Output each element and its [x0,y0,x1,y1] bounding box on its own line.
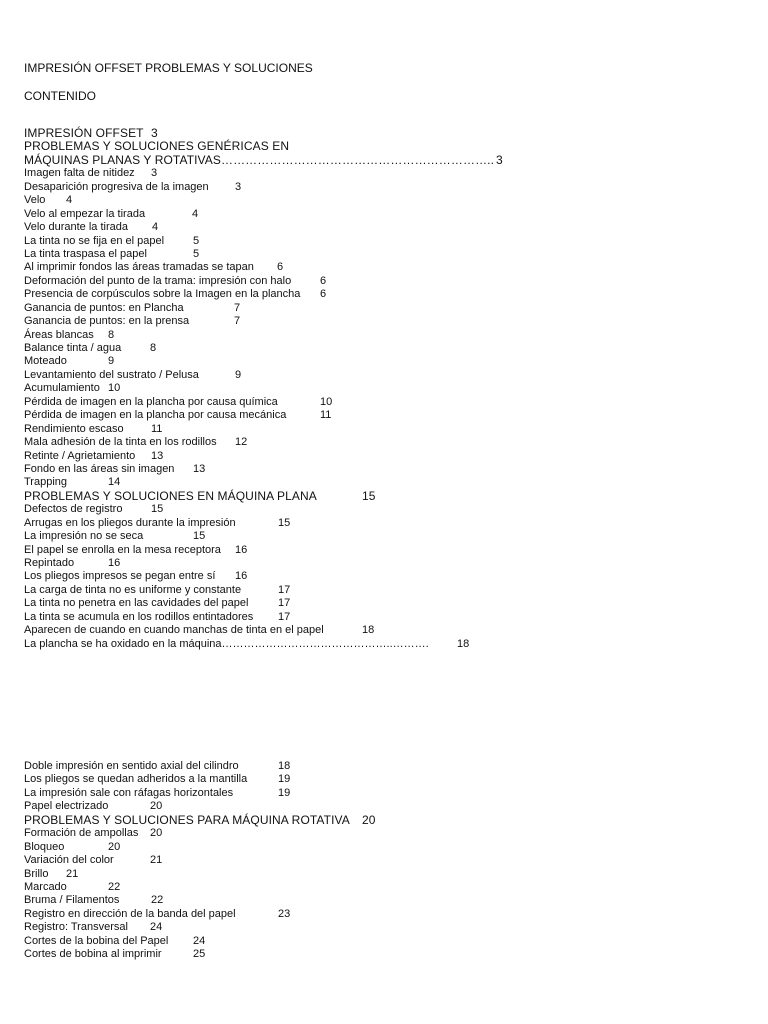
toc-entry [24,436,744,449]
contents-heading: CONTENIDO [24,89,96,103]
toc-entry-page-number: 11 [320,409,332,422]
toc-entry-label: Trapping [24,476,68,489]
toc-entry-page-number: 16 [235,543,248,556]
toc-entry [24,800,744,813]
toc-entry-page-number: 17 [278,610,291,623]
toc-entry-label: PROBLEMAS Y SOLUCIONES EN MÁQUINA PLANA [24,488,317,503]
toc-entry [24,476,744,489]
toc-entry-label: Al imprimir fondos las áreas tramadas se tapan [24,261,254,274]
toc-entry-label: La impresión sale con ráfagas horizontales [24,786,234,799]
toc-entry-page-number: 7 [234,315,241,328]
toc-entry-page-number: 4 [66,194,73,207]
toc-entry-page-number: 15 [193,530,206,543]
toc-entry-label: Aparecen de cuando en cuando manchas de tinta en el papel [24,624,324,637]
toc-entry-page-number: 5 [193,234,200,247]
toc-entry-page-number: 4 [192,207,199,220]
toc-entry-page-number: 22 [151,894,164,907]
toc-entry [24,450,744,463]
toc-entry-page-number: 20 [150,827,163,840]
toc-entry-page-number: 15 [151,503,164,516]
toc-entry [24,503,744,516]
toc-entry-page-number: 8 [108,328,115,341]
toc-entry-page-number: 6 [277,261,284,274]
toc-entry-page-number: 19 [278,786,291,799]
toc-section-heading [24,814,744,827]
toc-entry [24,167,744,180]
toc-entry-page-number: 10 [320,395,333,408]
toc-entry-label: Velo durante la tirada [24,221,128,234]
toc-entry-page-number: 6 [320,288,327,301]
toc-entry-page-number: 19 [278,773,291,786]
toc-entry [24,854,744,867]
toc-entry [24,544,744,557]
toc-entry-page-number: 18 [457,637,470,650]
toc-entry-label: Áreas blancas [24,328,94,341]
toc-entry-label: Moteado [24,355,67,368]
toc-entry-page-number: 20 [150,800,163,813]
document-title: IMPRESIÓN OFFSET PROBLEMAS Y SOLUCIONES [24,61,313,75]
toc-entry [24,261,744,274]
toc-entry-page-number: 21 [150,854,163,867]
toc-entry-label: La plancha se ha oxidado en la máquina………………………………………..………. [24,637,429,650]
toc-entry-page-number: 12 [235,436,248,449]
toc-entry [24,773,744,786]
toc-entry-label: La tinta no penetra en las cavidades del papel [24,597,249,610]
toc-entry-label: Deformación del punto de la trama: impresión con halo [24,274,292,287]
toc-entry-label: PROBLEMAS Y SOLUCIONES GENÉRICAS EN [24,139,290,154]
toc-entry-page-number: 9 [235,368,242,381]
toc-entry-label: La impresión no se seca [24,530,144,543]
toc-entry-page-number: 15 [362,488,376,503]
toc-entry-label: Ganancia de puntos: en Plancha [24,301,184,314]
toc-entry-page-number: 5 [193,247,200,260]
toc-entry-page-number: 3 [151,167,158,180]
toc-entry-label: Retinte / Agrietamiento [24,449,136,462]
table-of-contents-first-block [24,127,744,651]
toc-entry [24,827,744,840]
table-of-contents-second-block [24,760,744,962]
toc-entry-label: Pérdida de imagen en la plancha por causa mecánica [24,409,287,422]
toc-entry-label: Defectos de registro [24,503,123,516]
toc-entry [24,868,744,881]
toc-entry-page-number: 15 [278,516,291,529]
toc-entry-label: Bloqueo [24,840,65,853]
toc-entry-label: Acumulamiento [24,382,100,395]
toc-entry-page-number: 18 [362,624,375,637]
toc-entry-label: Ganancia de puntos: en la prensa [24,315,190,328]
toc-entry [24,557,744,570]
toc-entry [24,894,744,907]
toc-entry [24,638,744,651]
toc-entry [24,409,744,422]
toc-entry-label: Marcado [24,880,67,893]
toc-entry-label: Variación del color [24,854,114,867]
toc-entry-page-number: 13 [193,462,206,475]
toc-entry-page-number: 23 [278,907,291,920]
toc-entry-label: Bruma / Filamentos [24,894,120,907]
toc-entry-label: La tinta traspasa el papel [24,247,147,260]
toc-entry-page-number: 11 [151,422,163,435]
toc-entry-page-number: 13 [151,449,164,462]
toc-entry-label: Presencia de corpúsculos sobre la Imagen en la plancha [24,288,301,301]
toc-entry-page-number: 16 [235,570,248,583]
toc-entry [24,530,744,543]
toc-entry [24,597,744,610]
toc-entry-page-number: 20 [108,840,121,853]
toc-entry-label: Pérdida de imagen en la plancha por causa química [24,395,278,408]
toc-entry [24,517,744,530]
toc-entry [24,235,744,248]
toc-entry-page-number: 4 [152,221,159,234]
toc-entry-label: MÁQUINAS PLANAS Y ROTATIVAS………………………………………………………….. [24,152,495,167]
toc-entry [24,355,744,368]
toc-entry-label: El papel se enrolla en la mesa receptora [24,543,221,556]
toc-entry-page-number: 18 [278,760,291,772]
toc-entry-page-number: 25 [193,948,206,961]
toc-entry-label: Registro: Transversal [24,921,128,934]
toc-entry-label: Los pliegos impresos se pegan entre sí [24,570,216,583]
toc-entry [24,787,744,800]
toc-entry-label: Cortes de bobina al imprimir [24,948,162,961]
toc-entry-label: La carga de tinta no es uniforme y constante [24,583,242,596]
toc-entry-label: Papel electrizado [24,800,109,813]
toc-entry-label: Formación de ampollas [24,827,139,840]
toc-entry-page-number: 22 [108,880,121,893]
toc-entry-label: Doble impresión en sentido axial del cilindro [24,760,239,772]
toc-entry-page-number: 21 [66,867,79,880]
toc-entry-label: Mala adhesión de la tinta en los rodillos [24,436,217,449]
toc-entry [24,329,744,342]
toc-entry-page-number: 24 [193,934,206,947]
toc-entry-page-number: 6 [320,274,327,287]
toc-entry [24,948,744,961]
toc-entry-label: Rendimiento escaso [24,422,124,435]
toc-entry-label: Los pliegos se quedan adheridos a la mantilla [24,773,248,786]
toc-entry [24,194,744,207]
toc-entry [24,935,744,948]
toc-entry-page-number: 17 [278,597,291,610]
toc-entry [24,221,744,234]
toc-entry-page-number: 16 [108,557,121,569]
toc-section-heading [24,154,744,167]
toc-entry [24,881,744,894]
toc-entry [24,570,744,583]
toc-entry-page-number: 8 [150,342,157,354]
toc-entry-label: La tinta no se fija en el papel [24,234,165,247]
toc-entry-page-number: 20 [362,812,376,827]
toc-entry-label: Repintado [24,557,75,569]
toc-entry-label: Brillo [24,867,49,880]
toc-entry [24,921,744,934]
toc-entry-page-number: 10 [108,382,121,395]
toc-entry [24,463,744,476]
toc-entry-label: IMPRESIÓN OFFSET [24,126,144,140]
toc-entry-page-number: 3 [151,126,158,140]
toc-entry-label: Velo al empezar la tirada [24,207,146,220]
toc-entry [24,248,744,261]
toc-entry [24,275,744,288]
toc-entry [24,396,744,409]
toc-entry [24,288,744,301]
toc-entry-label: Cortes de la bobina del Papel [24,934,169,947]
toc-entry [24,181,744,194]
toc-entry-page-number: 17 [278,583,291,596]
toc-entry-page-number: 3 [235,180,242,193]
toc-entry-label: PROBLEMAS Y SOLUCIONES PARA MÁQUINA ROTATIVA [24,812,350,827]
toc-entry-page-number: 14 [108,476,121,489]
toc-entry-label: Velo [24,194,46,207]
toc-entry [24,208,744,221]
toc-entry [24,760,744,773]
toc-entry [24,624,744,637]
toc-entry [24,315,744,328]
toc-entry-page-number: 24 [150,921,163,934]
toc-entry-page-number: 7 [234,301,241,314]
toc-entry [24,382,744,395]
toc-entry [24,342,744,355]
toc-entry [24,908,744,921]
toc-entry-label: Registro en dirección de la banda del papel [24,907,236,920]
toc-entry-label: Fondo en las áreas sin imagen [24,462,175,475]
toc-entry-page-number: 9 [108,355,115,368]
toc-entry [24,302,744,315]
toc-entry-label: La tinta se acumula en los rodillos entintadores [24,610,254,623]
toc-entry-label: Arrugas en los pliegos durante la impresión [24,516,236,529]
toc-entry [24,611,744,624]
toc-entry-label: Balance tinta / agua [24,342,122,354]
toc-entry-label: Imagen falta de nitidez [24,167,135,180]
toc-entry-page-number: 3 [496,152,503,167]
toc-entry [24,369,744,382]
toc-entry [24,584,744,597]
toc-entry [24,423,744,436]
toc-entry-label: Desaparición progresiva de la imagen [24,180,209,193]
toc-section-heading [24,140,744,153]
toc-section-heading [24,490,744,503]
toc-entry-label: Levantamiento del sustrato / Pelusa [24,368,199,381]
toc-entry [24,841,744,854]
